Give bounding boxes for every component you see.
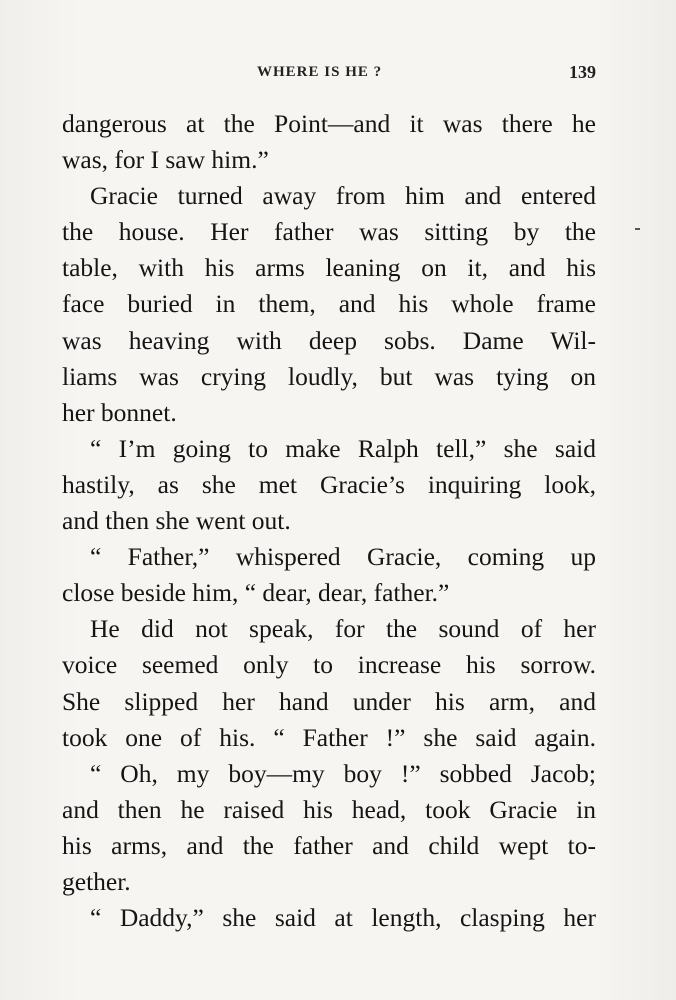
text-line: “ Daddy,” she said at length, clasping her bbox=[90, 903, 596, 933]
text-line: close beside him, “ dear, dear, father.” bbox=[62, 578, 450, 608]
text-line: took one of his. “ Father !” she said again. bbox=[62, 722, 596, 752]
text-line: He did not speak, for the sound of her bbox=[90, 614, 596, 644]
page-number: 139 bbox=[569, 62, 596, 82]
running-head: WHERE IS HE ? bbox=[257, 64, 383, 80]
text-line: “ Oh, my boy—my boy !” sobbed Jacob; bbox=[90, 758, 596, 788]
text-line: face buried in them, and his whole frame bbox=[62, 289, 596, 319]
text-line: was heaving with deep sobs. Dame Wil- bbox=[62, 325, 596, 355]
page-header bbox=[62, 62, 596, 86]
text-line: hastily, as she met Gracie’s inquiring look, bbox=[62, 469, 596, 499]
text-line: and then she went out. bbox=[62, 506, 291, 536]
text-line: gether. bbox=[62, 866, 131, 896]
text-line: “ Father,” whispered Gracie, coming up bbox=[90, 542, 596, 572]
text-line: Gracie turned away from him and entered bbox=[90, 181, 596, 211]
text-line: “ I’m going to make Ralph tell,” she said bbox=[90, 433, 596, 463]
text-line: She slipped her hand under his arm, and bbox=[62, 686, 596, 716]
text-line: table, with his arms leaning on it, and his bbox=[62, 253, 596, 283]
text-line: his arms, and the father and child wept to- bbox=[62, 830, 596, 860]
text-line: and then he raised his head, took Gracie in bbox=[62, 794, 596, 824]
text-line: was, for I saw him.” bbox=[62, 145, 269, 175]
text-line: voice seemed only to increase his sorrow. bbox=[62, 650, 596, 680]
body-text bbox=[62, 106, 596, 936]
text-line: the house. Her father was sitting by the bbox=[62, 217, 596, 247]
text-line: her bonnet. bbox=[62, 397, 177, 427]
text-line: liams was crying loudly, but was tying on bbox=[62, 361, 596, 391]
text-line: dangerous at the Point—and it was there he bbox=[62, 109, 596, 138]
margin-speck bbox=[635, 228, 640, 230]
